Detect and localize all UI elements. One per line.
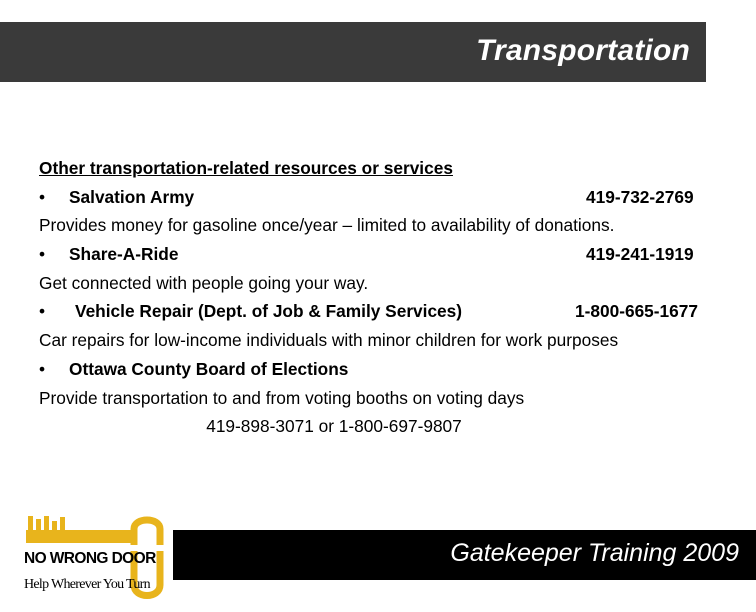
item-phone: 1-800-665-1677: [575, 301, 698, 322]
list-item-vehicle-repair: [39, 297, 719, 326]
title-bar: [0, 22, 706, 82]
list-item-salvation-army: [39, 183, 719, 212]
bullet: •: [39, 358, 46, 379]
logo-wordmark: NO WRONG DOOR: [24, 550, 156, 567]
section-heading: Other transportation-related resources or services: [39, 158, 453, 178]
item-name: Share-A-Ride: [69, 244, 179, 265]
item-description: Car repairs for low-income individuals with minor children for work purposes: [39, 330, 619, 351]
no-wrong-door-logo: [22, 513, 167, 601]
content-body: [39, 154, 719, 441]
item-description: Provides money for gasoline once/year – limited to availability of donations.: [39, 215, 615, 236]
list-item-board-of-elections: [39, 355, 719, 384]
footer-text: Gatekeeper Training 2009: [450, 539, 739, 567]
item-name: Vehicle Repair (Dept. of Job & Family Services): [75, 301, 463, 322]
page-title: Transportation: [476, 34, 690, 67]
item-description: Get connected with people going your way.: [39, 272, 369, 293]
bullet: •: [39, 244, 46, 265]
footer-bar: [173, 530, 756, 580]
item-name: Salvation Army: [69, 186, 195, 207]
item-phones-line: 419-898-3071 or 1-800-697-9807: [206, 416, 462, 437]
item-description: Provide transportation to and from voting booths on voting days: [39, 387, 525, 408]
logo-tagline: Help Wherever You Turn: [24, 577, 150, 592]
list-item-share-a-ride: [39, 240, 719, 269]
item-phone: 419-732-2769: [586, 186, 694, 207]
bullet: •: [39, 301, 46, 322]
bullet: •: [39, 186, 46, 207]
item-phone: 419-241-1919: [586, 244, 694, 265]
item-name: Ottawa County Board of Elections: [69, 358, 349, 379]
